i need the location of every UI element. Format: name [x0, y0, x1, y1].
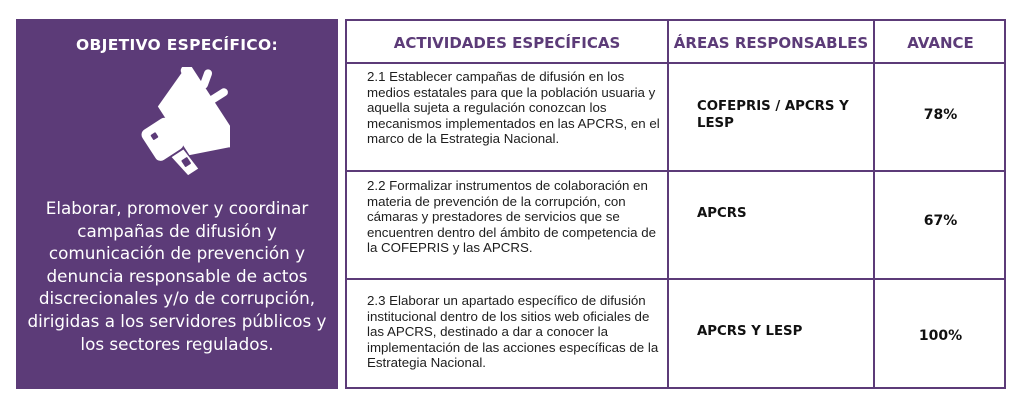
objective-text: Elaborar, promover y coordinar campañas de difusión y comunicación de prevención y denuncia responsable de actos discrecionales y/o de corrupción, dirigidas a los servidores públicos y los sectores regulados.	[27, 198, 327, 354]
area-cell: APCRS	[697, 206, 747, 221]
area-cell: COFEPRIS / APCRS Y LESP	[697, 99, 849, 131]
column-divider	[667, 21, 669, 387]
megaphone-icon	[134, 67, 230, 179]
area-cell: APCRS Y LESP	[697, 324, 803, 339]
activity-cell: 2.1 Establecer campañas de difusión en los medios estatales para que la población usuaria y aquella sujeta a regulación conozcan los mecanismos implementados en las APCRS, en el marco de la Estrategia Nacional.	[367, 69, 660, 147]
header-areas: ÁREAS RESPONSABLES	[673, 33, 869, 52]
activity-cell: 2.2 Formalizar instrumentos de colaboración en materia de prevención de la corrupción, con cámaras y prestadores de servicios que se encuentren dentro del ámbito de competencia de la COFEPRIS y las APCRS.	[367, 178, 657, 256]
objective-title: OBJETIVO ESPECÍFICO:	[76, 36, 278, 54]
activity-cell: 2.3 Elaborar un apartado específico de difusión institucional dentro de los sitios web oficiales de las APCRS, destinado a dar a conocer la implementación de las acciones específicas de la Estrategia Nacional.	[367, 293, 659, 371]
header-activities: ACTIVIDADES ESPECÍFICAS	[393, 33, 621, 52]
row-divider	[347, 278, 1004, 280]
activities-table	[345, 19, 1006, 389]
objective-panel	[16, 19, 338, 389]
header-progress: AVANCE	[907, 33, 974, 52]
progress-cell: 100%	[918, 328, 963, 344]
row-divider	[347, 170, 1004, 172]
progress-cell: 78%	[923, 107, 958, 123]
progress-cell: 67%	[923, 213, 958, 229]
